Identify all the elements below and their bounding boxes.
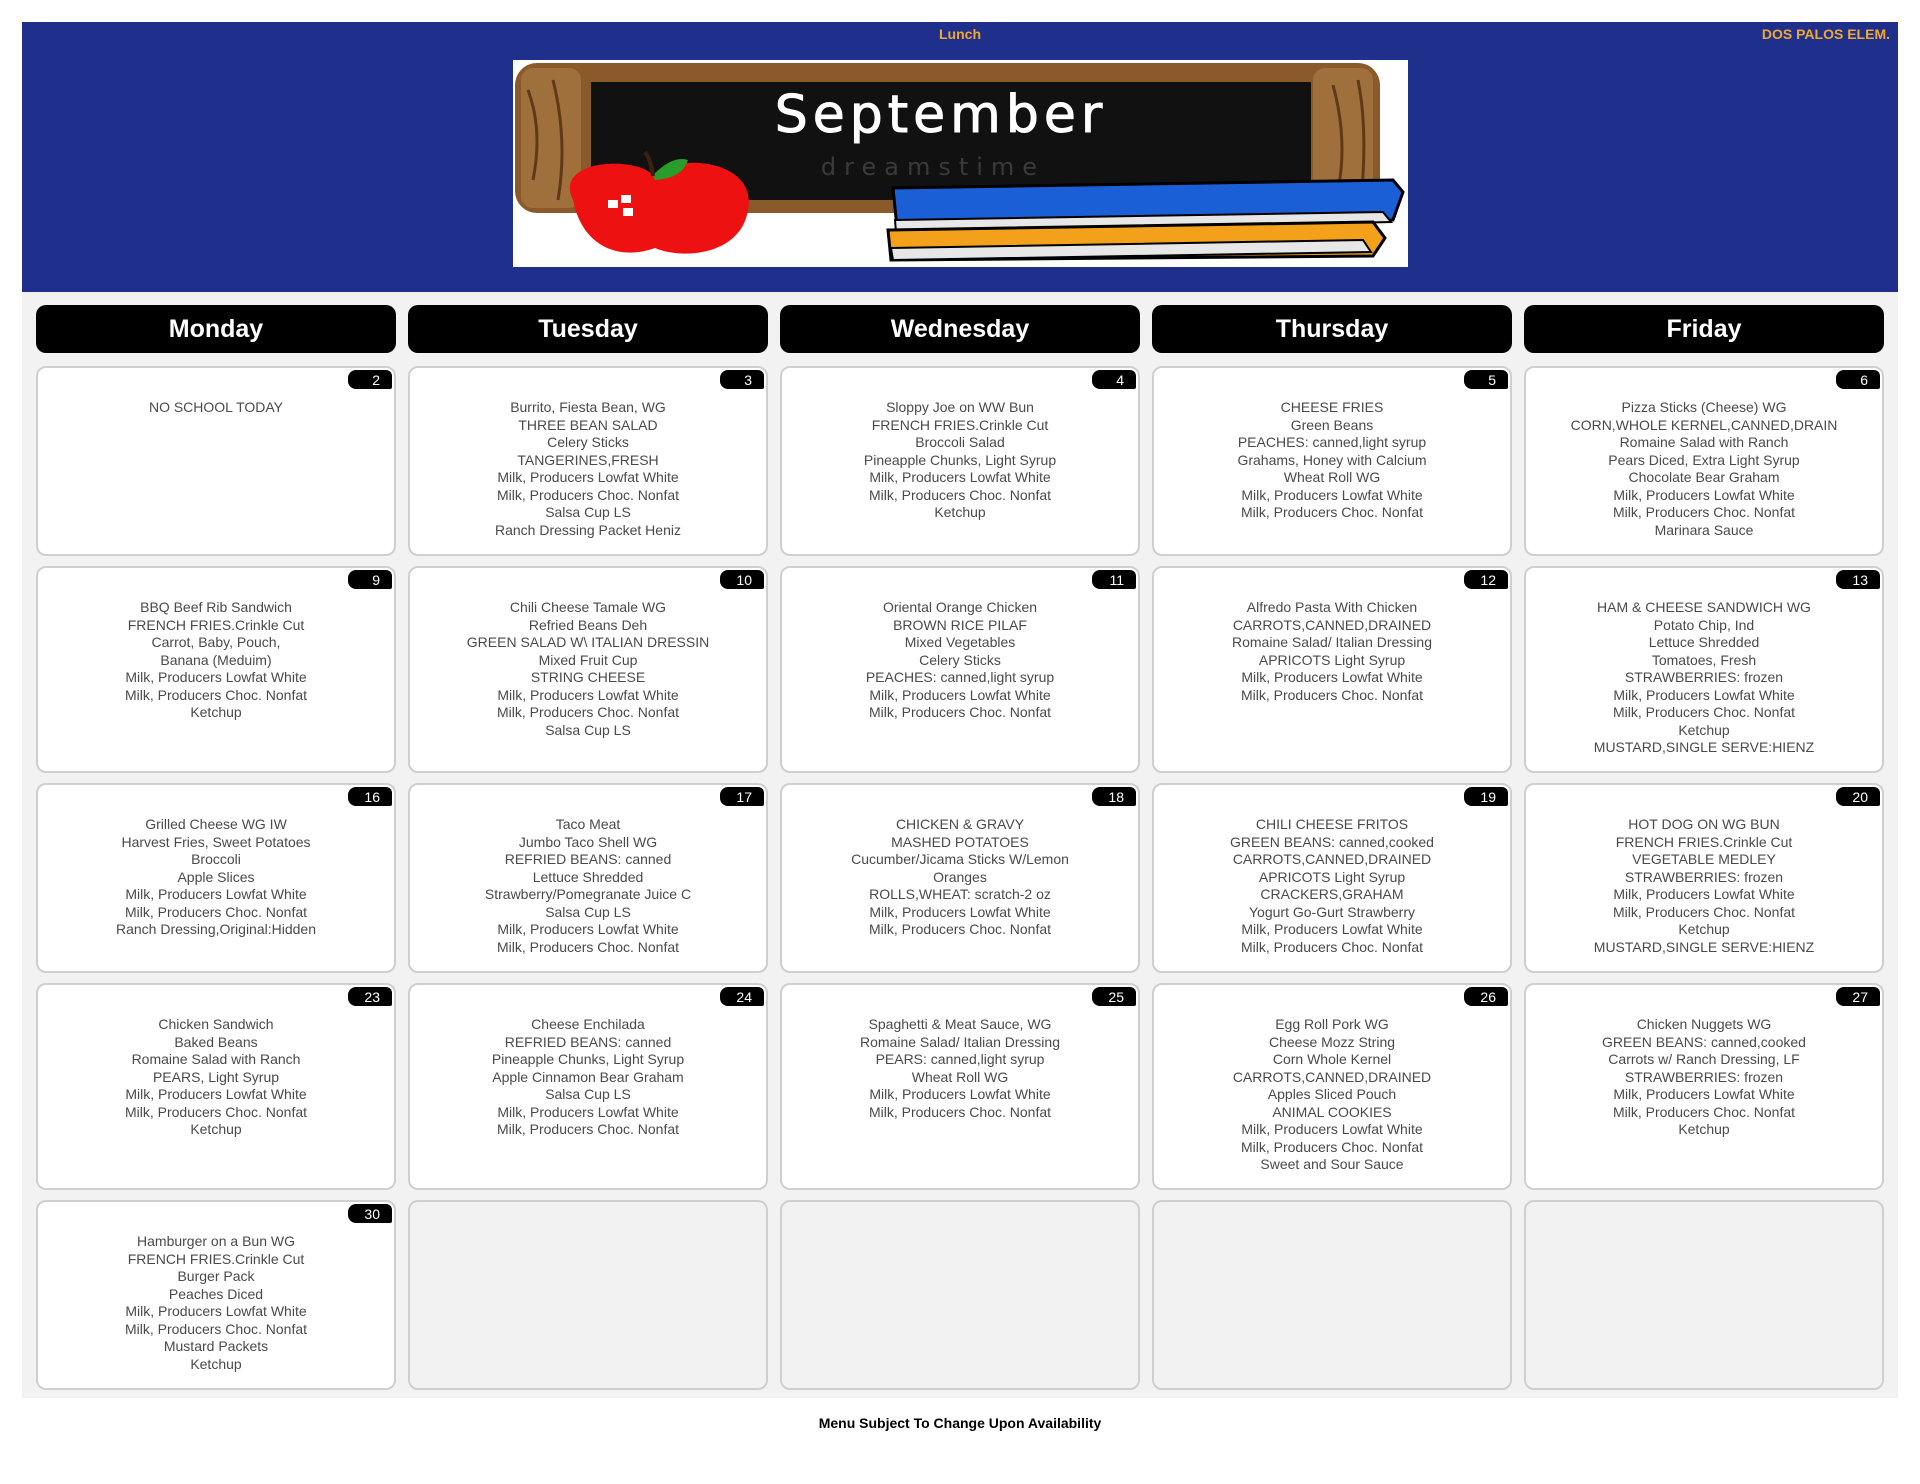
day-cell bbox=[780, 983, 1140, 1190]
menu-item-list bbox=[1526, 599, 1882, 757]
menu-item: Milk, Producers Choc. Nonfat bbox=[1240, 686, 1424, 703]
menu-item: Ketchup bbox=[190, 1355, 242, 1372]
menu-item: Milk, Producers Choc. Nonfat bbox=[124, 686, 308, 703]
menu-item: Milk, Producers Choc. Nonfat bbox=[124, 1103, 308, 1120]
school-name: DOS PALOS ELEM. bbox=[1761, 26, 1890, 42]
menu-item: Mixed Vegetables bbox=[904, 634, 1016, 650]
date-badge: 18 bbox=[1092, 787, 1136, 806]
date-badge: 12 bbox=[1464, 570, 1508, 589]
menu-item: REFRIED BEANS: canned bbox=[504, 851, 672, 867]
day-header-tuesday: Tuesday bbox=[408, 305, 768, 353]
menu-item: Oranges bbox=[933, 868, 987, 885]
menu-item: Pizza Sticks (Cheese) WG bbox=[1621, 399, 1787, 415]
menu-item: Milk, Producers Lowfat White bbox=[125, 886, 307, 902]
menu-item: Peaches Diced bbox=[168, 1285, 264, 1302]
menu-item: Apple Cinnamon Bear Graham bbox=[492, 1068, 684, 1085]
day-header-thursday: Thursday bbox=[1152, 305, 1512, 353]
menu-item: Corn Whole Kernel bbox=[1272, 1051, 1392, 1067]
menu-item: Harvest Fries, Sweet Potatoes bbox=[121, 833, 311, 850]
menu-item: ANIMAL COOKIES bbox=[1272, 1103, 1392, 1120]
menu-item: Milk, Producers Choc. Nonfat bbox=[868, 704, 1052, 720]
menu-item: PEARS: canned,light syrup bbox=[875, 1051, 1045, 1067]
menu-item: CARROTS,CANNED,DRAINED bbox=[1232, 616, 1432, 633]
day-header-wednesday: Wednesday bbox=[780, 305, 1140, 353]
menu-item: MUSTARD,SINGLE SERVE:HIENZ bbox=[1593, 938, 1815, 955]
date-badge: 9 bbox=[348, 570, 392, 589]
day-cell bbox=[1152, 566, 1512, 773]
menu-item: Milk, Producers Choc. Nonfat bbox=[1240, 1138, 1424, 1155]
date-badge: 13 bbox=[1836, 570, 1880, 589]
day-cell bbox=[1152, 783, 1512, 973]
menu-item: BROWN RICE PILAF bbox=[893, 616, 1027, 633]
menu-item: PEACHES: canned,light syrup bbox=[865, 669, 1055, 685]
date-badge: 30 bbox=[348, 1204, 392, 1223]
menu-item: Lettuce Shredded bbox=[1648, 634, 1760, 650]
menu-item-list bbox=[38, 1233, 394, 1373]
menu-item: Milk, Producers Choc. Nonfat bbox=[496, 938, 680, 955]
menu-item: Chicken Sandwich bbox=[158, 1016, 274, 1032]
menu-item-list bbox=[1154, 1016, 1510, 1174]
menu-item: Cucumber/Jicama Sticks W/Lemon bbox=[851, 851, 1069, 867]
date-badge: 24 bbox=[720, 987, 764, 1006]
menu-item-list bbox=[1526, 816, 1882, 956]
empty-day-cell bbox=[1152, 1200, 1512, 1390]
menu-item: CORN,WHOLE KERNEL,CANNED,DRAIN bbox=[1570, 416, 1838, 433]
date-badge: 25 bbox=[1092, 987, 1136, 1006]
empty-day-cell bbox=[780, 1200, 1140, 1390]
menu-item: Burrito, Fiesta Bean, WG bbox=[510, 399, 666, 415]
menu-item: Milk, Producers Choc. Nonfat bbox=[1240, 938, 1424, 955]
menu-item: Milk, Producers Choc. Nonfat bbox=[496, 486, 680, 503]
menu-item: CHEESE FRIES bbox=[1280, 399, 1384, 415]
menu-item: Sloppy Joe on WW Bun bbox=[886, 399, 1034, 415]
menu-item: NO SCHOOL TODAY bbox=[148, 399, 284, 415]
day-cell bbox=[36, 1200, 396, 1390]
menu-item: Strawberry/Pomegranate Juice C bbox=[484, 886, 692, 902]
menu-item: Milk, Producers Lowfat White bbox=[1613, 486, 1795, 503]
menu-item-list bbox=[782, 1016, 1138, 1121]
menu-item: Milk, Producers Choc. Nonfat bbox=[1240, 504, 1424, 520]
date-badge: 16 bbox=[348, 787, 392, 806]
menu-item: Milk, Producers Lowfat White bbox=[1241, 486, 1423, 503]
menu-item-list bbox=[782, 816, 1138, 939]
date-badge: 27 bbox=[1836, 987, 1880, 1006]
menu-item: Celery Sticks bbox=[547, 434, 629, 450]
menu-item: GREEN SALAD W\ ITALIAN DRESSIN bbox=[466, 634, 710, 650]
menu-item: Ketchup bbox=[934, 504, 986, 520]
day-cell bbox=[408, 783, 768, 973]
date-badge: 26 bbox=[1464, 987, 1508, 1006]
day-cell bbox=[1524, 566, 1884, 773]
menu-item: Milk, Producers Lowfat White bbox=[1241, 1121, 1423, 1137]
menu-item: HAM & CHEESE SANDWICH WG bbox=[1597, 599, 1811, 615]
menu-item: Alfredo Pasta With Chicken bbox=[1246, 599, 1418, 615]
menu-item: Refried Beans Deh bbox=[528, 616, 648, 633]
menu-item: MUSTARD,SINGLE SERVE:HIENZ bbox=[1593, 739, 1815, 755]
menu-item: TANGERINES,FRESH bbox=[517, 451, 659, 468]
menu-item: Lettuce Shredded bbox=[532, 868, 644, 885]
menu-item: Salsa Cup LS bbox=[545, 504, 631, 520]
watermark-text: dreamstime bbox=[820, 153, 1046, 181]
menu-item: Milk, Producers Lowfat White bbox=[125, 669, 307, 685]
date-badge: 23 bbox=[348, 987, 392, 1006]
menu-item: FRENCH FRIES.Crinkle Cut bbox=[127, 1250, 305, 1267]
menu-item: Wheat Roll WG bbox=[911, 1068, 1009, 1085]
menu-item: Ketchup bbox=[190, 1121, 242, 1137]
menu-item: GREEN BEANS: canned,cooked bbox=[1602, 1033, 1806, 1050]
header-banner bbox=[22, 22, 1898, 292]
menu-item: Broccoli Salad bbox=[915, 434, 1005, 450]
menu-item: Milk, Producers Lowfat White bbox=[1613, 1086, 1795, 1102]
september-graphic bbox=[513, 60, 1408, 267]
day-cell bbox=[36, 783, 396, 973]
menu-item: Milk, Producers Lowfat White bbox=[1241, 669, 1423, 685]
day-cell bbox=[1524, 983, 1884, 1190]
date-badge: 11 bbox=[1092, 570, 1136, 589]
menu-item: STRAWBERRIES: frozen bbox=[1624, 1068, 1784, 1085]
menu-item: Apples Sliced Pouch bbox=[1267, 1086, 1397, 1102]
menu-item: BBQ Beef Rib Sandwich bbox=[140, 599, 292, 615]
menu-item-list bbox=[410, 1016, 766, 1139]
menu-item: Potato Chip, Ind bbox=[1653, 616, 1755, 633]
menu-item: Yogurt Go-Gurt Strawberry bbox=[1249, 903, 1415, 920]
menu-item-list bbox=[38, 599, 394, 722]
menu-item: Oriental Orange Chicken bbox=[882, 599, 1038, 615]
menu-item-list bbox=[410, 599, 766, 739]
date-badge: 10 bbox=[720, 570, 764, 589]
menu-item: CHILI CHEESE FRITOS bbox=[1255, 816, 1409, 832]
date-badge: 6 bbox=[1836, 370, 1880, 389]
menu-item-list bbox=[38, 1016, 394, 1139]
menu-item: Pineapple Chunks, Light Syrup bbox=[863, 451, 1057, 468]
menu-item: Cheese Mozz String bbox=[1268, 1033, 1396, 1050]
menu-item: Pineapple Chunks, Light Syrup bbox=[491, 1051, 685, 1067]
menu-item: THREE BEAN SALAD bbox=[518, 416, 658, 433]
menu-item-list bbox=[782, 599, 1138, 722]
menu-item: REFRIED BEANS: canned bbox=[504, 1033, 672, 1050]
menu-item: Romaine Salad/ Italian Dressing bbox=[1232, 634, 1432, 650]
menu-item: Mustard Packets bbox=[163, 1338, 269, 1354]
menu-item-list bbox=[38, 816, 394, 939]
menu-item: Jumbo Taco Shell WG bbox=[518, 833, 658, 850]
menu-item: Tomatoes, Fresh bbox=[1651, 651, 1757, 668]
menu-item: Chicken Nuggets WG bbox=[1636, 1016, 1772, 1032]
menu-item: Milk, Producers Lowfat White bbox=[1613, 686, 1795, 703]
day-cell bbox=[1524, 366, 1884, 556]
menu-item: Milk, Producers Lowfat White bbox=[497, 469, 679, 485]
date-badge: 19 bbox=[1464, 787, 1508, 806]
menu-item: VEGETABLE MEDLEY bbox=[1632, 851, 1776, 867]
day-cell bbox=[1524, 783, 1884, 973]
menu-item: Ranch Dressing,Original:Hidden bbox=[116, 921, 316, 937]
menu-item: Milk, Producers Choc. Nonfat bbox=[1612, 1103, 1796, 1120]
menu-item: FRENCH FRIES.Crinkle Cut bbox=[127, 616, 305, 633]
menu-item: Milk, Producers Choc. Nonfat bbox=[124, 903, 308, 920]
menu-item: Baked Beans bbox=[174, 1033, 258, 1050]
menu-item: Sweet and Sour Sauce bbox=[1260, 1156, 1404, 1172]
menu-item: Milk, Producers Choc. Nonfat bbox=[1612, 704, 1796, 720]
day-cell bbox=[408, 366, 768, 556]
day-header-friday: Friday bbox=[1524, 305, 1884, 353]
menu-item: Carrots w/ Ranch Dressing, LF bbox=[1608, 1051, 1800, 1067]
menu-item: Hamburger on a Bun WG bbox=[137, 1233, 295, 1249]
menu-item: STRAWBERRIES: frozen bbox=[1624, 868, 1784, 885]
menu-item: Milk, Producers Lowfat White bbox=[1613, 886, 1795, 902]
menu-item-list bbox=[1154, 599, 1510, 704]
day-cell bbox=[408, 983, 768, 1190]
menu-item: Marinara Sauce bbox=[1654, 521, 1754, 538]
date-badge: 17 bbox=[720, 787, 764, 806]
empty-day-cell bbox=[1524, 1200, 1884, 1390]
menu-item: CARROTS,CANNED,DRAINED bbox=[1232, 1068, 1432, 1085]
day-cell bbox=[1152, 983, 1512, 1190]
day-cell bbox=[408, 566, 768, 773]
day-cell bbox=[1152, 366, 1512, 556]
date-badge: 4 bbox=[1092, 370, 1136, 389]
menu-item: Milk, Producers Choc. Nonfat bbox=[496, 1121, 680, 1137]
menu-item: STRING CHEESE bbox=[530, 669, 646, 685]
day-cell bbox=[780, 783, 1140, 973]
menu-item: Grilled Cheese WG IW bbox=[145, 816, 287, 832]
menu-item: Apple Slices bbox=[177, 868, 255, 885]
menu-item: Milk, Producers Lowfat White bbox=[497, 1103, 679, 1120]
menu-item: Ranch Dressing Packet Heniz bbox=[495, 521, 681, 538]
menu-item: FRENCH FRIES.Crinkle Cut bbox=[1615, 833, 1793, 850]
menu-item: Milk, Producers Lowfat White bbox=[1241, 921, 1423, 937]
menu-item: Taco Meat bbox=[555, 816, 621, 832]
menu-item: Ketchup bbox=[1678, 921, 1730, 937]
menu-item: Salsa Cup LS bbox=[545, 1086, 631, 1102]
menu-item: Salsa Cup LS bbox=[545, 903, 631, 920]
menu-item: Milk, Producers Lowfat White bbox=[125, 1086, 307, 1102]
menu-item: PEACHES: canned,light syrup bbox=[1237, 434, 1427, 450]
menu-item: Milk, Producers Lowfat White bbox=[497, 921, 679, 937]
meal-label: Lunch bbox=[939, 26, 981, 42]
menu-item: Milk, Producers Choc. Nonfat bbox=[868, 1103, 1052, 1120]
menu-item: Ketchup bbox=[190, 704, 242, 720]
menu-item: Milk, Producers Choc. Nonfat bbox=[868, 486, 1052, 503]
menu-item: Romaine Salad with Ranch bbox=[131, 1051, 301, 1067]
menu-item: Salsa Cup LS bbox=[545, 721, 631, 738]
footer-disclaimer: Menu Subject To Change Upon Availability bbox=[818, 1415, 1102, 1431]
menu-item: Wheat Roll WG bbox=[1283, 469, 1381, 485]
menu-item: APRICOTS Light Syrup bbox=[1258, 868, 1406, 885]
menu-item: Milk, Producers Lowfat White bbox=[869, 1086, 1051, 1102]
menu-item-list bbox=[782, 399, 1138, 522]
menu-item: Romaine Salad/ Italian Dressing bbox=[860, 1033, 1060, 1050]
menu-item: Carrot, Baby, Pouch, bbox=[151, 634, 281, 650]
menu-item-list bbox=[1526, 1016, 1882, 1139]
menu-item: CARROTS,CANNED,DRAINED bbox=[1232, 851, 1432, 867]
menu-item: Milk, Producers Lowfat White bbox=[125, 1303, 307, 1319]
menu-item: Milk, Producers Choc. Nonfat bbox=[1612, 504, 1796, 520]
menu-item: Grahams, Honey with Calcium bbox=[1237, 451, 1427, 468]
day-header-monday: Monday bbox=[36, 305, 396, 353]
month-text: September bbox=[774, 85, 1108, 145]
menu-item-list bbox=[410, 399, 766, 539]
date-badge: 20 bbox=[1836, 787, 1880, 806]
menu-item: PEARS, Light Syrup bbox=[152, 1068, 280, 1085]
menu-item: Milk, Producers Choc. Nonfat bbox=[868, 921, 1052, 937]
menu-item: Milk, Producers Choc. Nonfat bbox=[1612, 903, 1796, 920]
menu-item: Cheese Enchilada bbox=[531, 1016, 645, 1032]
menu-item: Milk, Producers Lowfat White bbox=[869, 903, 1051, 920]
date-badge: 2 bbox=[348, 370, 392, 389]
menu-item: Broccoli bbox=[191, 851, 241, 867]
menu-item: CHICKEN & GRAVY bbox=[895, 816, 1025, 832]
menu-item: MASHED POTATOES bbox=[891, 833, 1029, 850]
menu-item: Milk, Producers Lowfat White bbox=[497, 686, 679, 703]
menu-item: FRENCH FRIES.Crinkle Cut bbox=[871, 416, 1049, 433]
menu-item: GREEN BEANS: canned,cooked bbox=[1230, 833, 1434, 850]
menu-item: ROLLS,WHEAT: scratch-2 oz bbox=[869, 886, 1051, 902]
menu-item: STRAWBERRIES: frozen bbox=[1624, 669, 1784, 685]
menu-item: Milk, Producers Lowfat White bbox=[869, 686, 1051, 703]
menu-item-list bbox=[1526, 399, 1882, 539]
empty-day-cell bbox=[408, 1200, 768, 1390]
menu-item: APRICOTS Light Syrup bbox=[1258, 651, 1406, 668]
menu-item-list bbox=[38, 399, 394, 417]
menu-item: Milk, Producers Choc. Nonfat bbox=[496, 704, 680, 720]
menu-item: Banana (Meduim) bbox=[160, 651, 272, 668]
day-cell bbox=[780, 366, 1140, 556]
day-cell bbox=[36, 983, 396, 1190]
menu-item: Romaine Salad with Ranch bbox=[1619, 434, 1789, 450]
menu-item: Chili Cheese Tamale WG bbox=[509, 599, 667, 615]
menu-item: Milk, Producers Lowfat White bbox=[869, 469, 1051, 485]
day-cell bbox=[36, 566, 396, 773]
menu-item: HOT DOG ON WG BUN bbox=[1628, 816, 1780, 832]
menu-item: Celery Sticks bbox=[919, 651, 1001, 668]
menu-item: Milk, Producers Choc. Nonfat bbox=[124, 1320, 308, 1337]
date-badge: 5 bbox=[1464, 370, 1508, 389]
menu-item: Chocolate Bear Graham bbox=[1628, 469, 1780, 485]
menu-item-list bbox=[1154, 816, 1510, 956]
date-badge: 3 bbox=[720, 370, 764, 389]
menu-item-list bbox=[410, 816, 766, 956]
menu-item-list bbox=[1154, 399, 1510, 522]
menu-item: Ketchup bbox=[1678, 1121, 1730, 1137]
menu-item: Spaghetti & Meat Sauce, WG bbox=[868, 1016, 1052, 1032]
day-cell bbox=[780, 566, 1140, 773]
menu-item: Pears Diced, Extra Light Syrup bbox=[1608, 451, 1800, 468]
menu-item: Green Beans bbox=[1290, 416, 1374, 433]
menu-item: Burger Pack bbox=[177, 1268, 255, 1284]
menu-item: Mixed Fruit Cup bbox=[538, 651, 638, 668]
menu-item: Egg Roll Pork WG bbox=[1275, 1016, 1389, 1032]
menu-item: CRACKERS,GRAHAM bbox=[1260, 886, 1404, 902]
day-cell bbox=[36, 366, 396, 556]
menu-item: Ketchup bbox=[1678, 721, 1730, 738]
